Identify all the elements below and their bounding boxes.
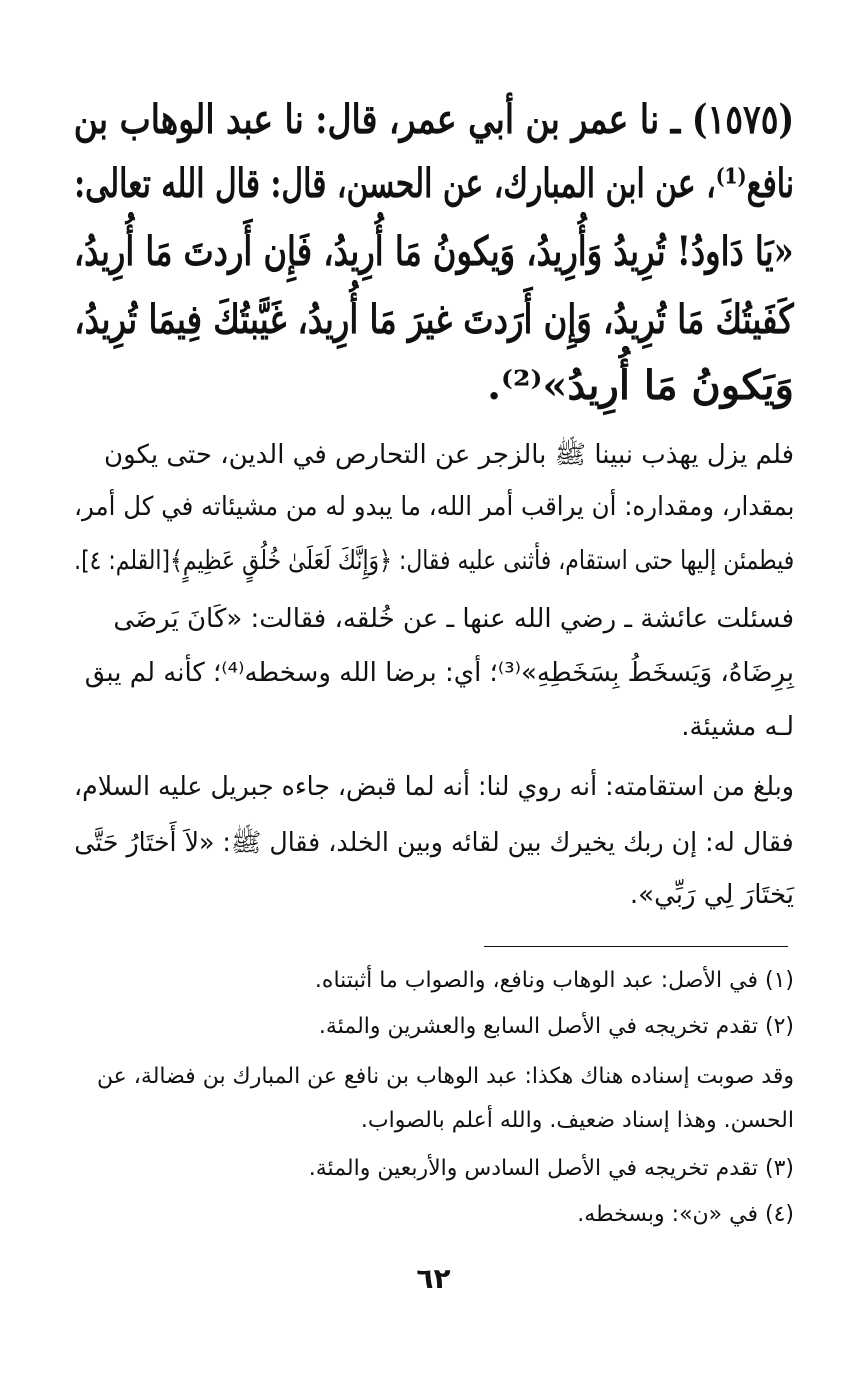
paragraph-line: فلم يزل يهذب نبينا ﷺ بالزجر عن التحارص في الدين، حتى يكون bbox=[103, 440, 794, 470]
paragraph-line: فيطمئن إليها حتى استقام، فأثنى عليه فقال: ﴿وَإِنَّكَ لَعَلَىٰ خُلُقٍ عَظِيمٍ﴾[القلم: ٤]. bbox=[73, 546, 794, 576]
hadith-line: كَفَيتُكَ مَا تُرِيدُ، وَإِن أَرَدتَ غيرَ مَا أُرِيدُ، غَيَّبتُكَ فِيمَا تُرِيدُ، bbox=[74, 296, 794, 343]
footnote-3: (٣) تقدم تخريجه في الأصل السادس والأربعين والمئة. bbox=[308, 1156, 794, 1181]
paragraph-line: فسئلت عائشة ـ رضي الله عنها ـ عن خُلقه، فقالت: «كَانَ يَرضَى bbox=[113, 604, 794, 634]
paragraph-line: فقال له: إن ربك يخيرك بين لقائه وبين الخلد، فقال ﷺ: «لاَ أَختَارُ حَتَّى bbox=[74, 828, 794, 858]
footnote-1: (١) في الأصل: عبد الوهاب ونافع، والصواب ما أثبتناه. bbox=[314, 968, 794, 993]
paragraph-line: بِرِضَاهُ، وَيَسخَطُ بِسَخَطِهِ»⁽³⁾؛ أي: برضا الله وسخطه⁽⁴⁾؛ كأنه لم يبق bbox=[84, 658, 794, 688]
paragraph-line: يَختَارَ لِي رَبِّي». bbox=[629, 880, 794, 910]
footnote-2: (٢) تقدم تخريجه في الأصل السابع والعشرين والمئة. bbox=[318, 1014, 794, 1039]
footnote-2-continuation: الحسن. وهذا إسناد ضعيف. والله أعلم بالصواب. bbox=[360, 1108, 794, 1133]
hadith-line: نافع⁽¹⁾، عن ابن المبارك، عن الحسن، قال: قال الله تعالى: bbox=[74, 160, 794, 207]
paragraph-line: لـه مشيئة. bbox=[681, 712, 794, 742]
paragraph-line: وبلغ من استقامته: أنه روي لنا: أنه لما قبض، جاءه جبريل عليه السلام، bbox=[74, 772, 794, 802]
footnote-separator bbox=[484, 946, 788, 947]
hadith-line: وَيَكونُ مَا أُرِيدُ»⁽²⁾. bbox=[487, 362, 794, 409]
page-number: ٦٢ bbox=[416, 1262, 451, 1295]
hadith-line: (١٥٧٥) ـ نا عمر بن أبي عمر، قال: نا عبد الوهاب بن bbox=[73, 96, 794, 143]
footnote-4: (٤) في «ن»: وبسخطه. bbox=[577, 1202, 794, 1227]
hadith-line: «يَا دَاودُ! تُرِيدُ وَأُرِيدُ، وَيكونُ مَا أُرِيدُ، فَإِن أَردتَ مَا أُرِيدُ، bbox=[74, 228, 794, 275]
paragraph-line: بمقدار، ومقداره: أن يراقب أمر الله، ما يبدو له من مشيئاته في كل أمر، bbox=[73, 492, 794, 522]
footnote-2-continuation: وقد صوبت إسناده هناك هكذا: عبد الوهاب بن نافع عن المبارك بن فضالة، عن bbox=[96, 1064, 794, 1089]
